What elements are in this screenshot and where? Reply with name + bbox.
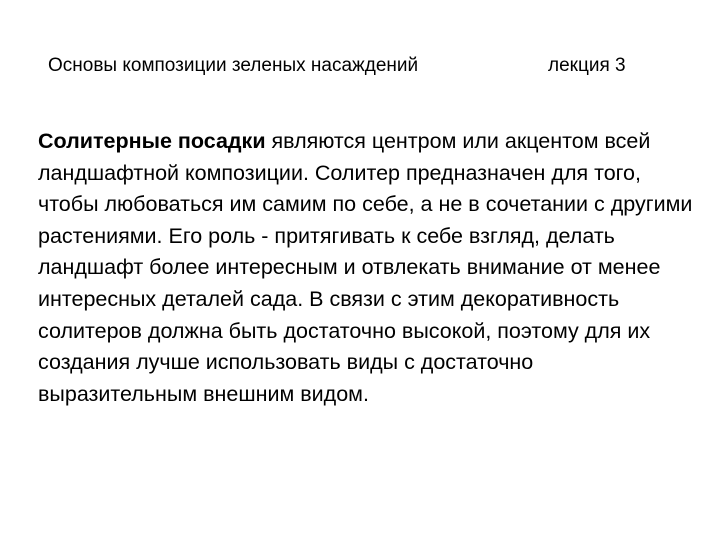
lead-term: Солитерные посадки — [38, 129, 266, 153]
course-title: Основы композиции зеленых насаждений — [48, 55, 419, 76]
body-paragraph — [38, 126, 698, 410]
paragraph-text: являются центром или акцентом всей ландшафтной композиции. Солитер предназначен для того, чтобы любоваться им самим по себе, а не в сочетании с другими растениями. Его роль - притягивать к себе взгляд, делать ландшафт более интересным и отвлекать внимание от менее интересных деталей сада. В связи с этим декоративность солитеров должна быть достаточно высокой, поэтому для их создания лучше использовать виды с достаточно выразительным внешним видом. — [38, 129, 693, 406]
lecture-label: лекция 3 — [548, 55, 626, 76]
slide-header — [48, 52, 688, 80]
